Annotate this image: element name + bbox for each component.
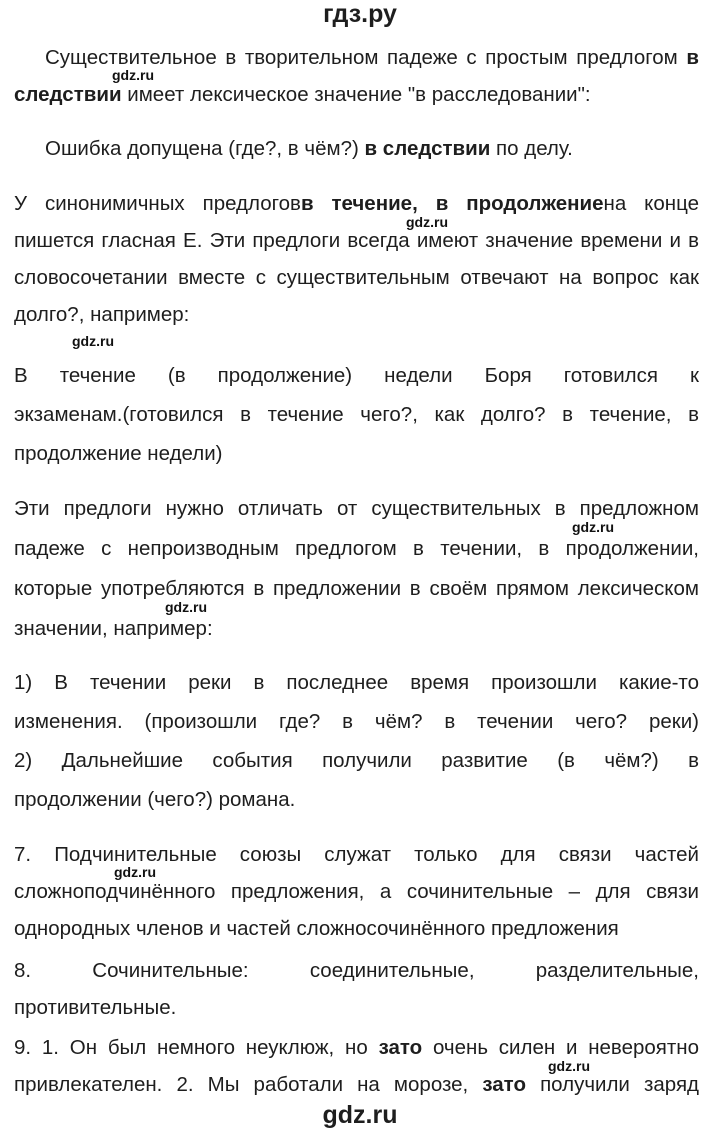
paragraph-4-line-1: В течение (в продолжение) недели Боря готовился к bbox=[14, 364, 699, 387]
p3-line1-post: на конце bbox=[603, 192, 699, 215]
p1-line1-text: Существительное в творительном падеже с простым предлогом bbox=[45, 46, 687, 69]
p9-line2-bold: зато bbox=[482, 1073, 526, 1096]
list-item-2-line-2: продолжении (чего?) романа. bbox=[14, 788, 296, 811]
watermark: gdz.ru bbox=[72, 333, 114, 349]
header-site-title: гдз.ру bbox=[323, 0, 397, 28]
p1-line1-bold: в bbox=[686, 46, 699, 69]
p2-text-pre: Ошибка допущена (где?, в чём?) bbox=[45, 137, 365, 160]
paragraph-9-line-1 bbox=[14, 1036, 699, 1060]
paragraph-3-line-2: пишется гласная Е. Эти предлоги всегда имеют значение времени и в bbox=[14, 229, 699, 252]
p2-bold: в следствии bbox=[364, 137, 491, 160]
paragraph-5-line-1: Эти предлоги нужно отличать от существительных в предложном bbox=[14, 497, 699, 520]
paragraph-7-line-3: однородных членов и частей сложносочинённого предложения bbox=[14, 917, 619, 940]
paragraph-8-line-1: 8. Сочинительные: соединительные, разделительные, bbox=[14, 959, 699, 982]
paragraph-4-line-3: продолжение недели) bbox=[14, 442, 223, 465]
paragraph-5-line-4: значении, например: bbox=[14, 617, 213, 640]
paragraph-3-line-3: словосочетании вместе с существительным отвечают на вопрос как bbox=[14, 266, 699, 289]
paragraph-1-line-2 bbox=[14, 83, 699, 107]
paragraph-3-line-4: долго?, например: bbox=[14, 303, 190, 326]
paragraph-3-line-1 bbox=[14, 192, 699, 216]
watermark: gdz.ru bbox=[406, 214, 448, 230]
watermark: gdz.ru bbox=[112, 67, 154, 83]
p9-line1-bold: зато bbox=[378, 1036, 423, 1059]
paragraph-5-line-3: которые употребляются в предложении в своём прямом лексическом bbox=[14, 577, 699, 600]
p9-line2-pre: привлекателен. 2. Мы работали на морозе, bbox=[14, 1073, 483, 1096]
list-item-1-line-2: изменения. (произошли где? в чём? в течении чего? реки) bbox=[14, 710, 699, 733]
watermark: gdz.ru bbox=[114, 864, 156, 880]
p9-line2-post: получили заряд bbox=[525, 1073, 700, 1096]
p1-line2-bold: следствии bbox=[14, 83, 122, 106]
paragraph-7-line-1: 7. Подчинительные союзы служат только для связи частей bbox=[14, 843, 699, 866]
watermark: gdz.ru bbox=[548, 1058, 590, 1074]
p3-line1-bold: в течение, в продолжение bbox=[300, 192, 604, 215]
paragraph-2 bbox=[45, 137, 699, 161]
list-item-2-line-1: 2) Дальнейшие события получили развитие (в чём?) в bbox=[14, 749, 699, 772]
p1-line2-text: имеет лексическое значение "в расследовании": bbox=[121, 83, 591, 106]
paragraph-4-line-2: экзаменам.(готовился в течение чего?, как долго? в течение, в bbox=[14, 403, 699, 426]
paragraph-8-line-2: противительные. bbox=[14, 996, 177, 1019]
p9-line1-pre: 9. 1. Он был немного неуклюж, но bbox=[14, 1036, 379, 1059]
footer-site-title: gdz.ru bbox=[322, 1101, 398, 1129]
p2-text-post: по делу. bbox=[490, 137, 573, 160]
p3-line1-pre: У синонимичных предлогов bbox=[14, 192, 301, 215]
paragraph-5-line-2: падеже с непроизводным предлогом в течении, в продолжении, bbox=[14, 537, 699, 560]
paragraph-9-line-2 bbox=[14, 1073, 699, 1097]
watermark: gdz.ru bbox=[165, 599, 207, 615]
p9-line1-post: очень силен и невероятно bbox=[422, 1036, 700, 1059]
watermark: gdz.ru bbox=[572, 519, 614, 535]
paragraph-7-line-2: сложноподчинённого предложения, а сочинительные – для связи bbox=[14, 880, 699, 903]
list-item-1-line-1: 1) В течении реки в последнее время произошли какие-то bbox=[14, 671, 699, 694]
